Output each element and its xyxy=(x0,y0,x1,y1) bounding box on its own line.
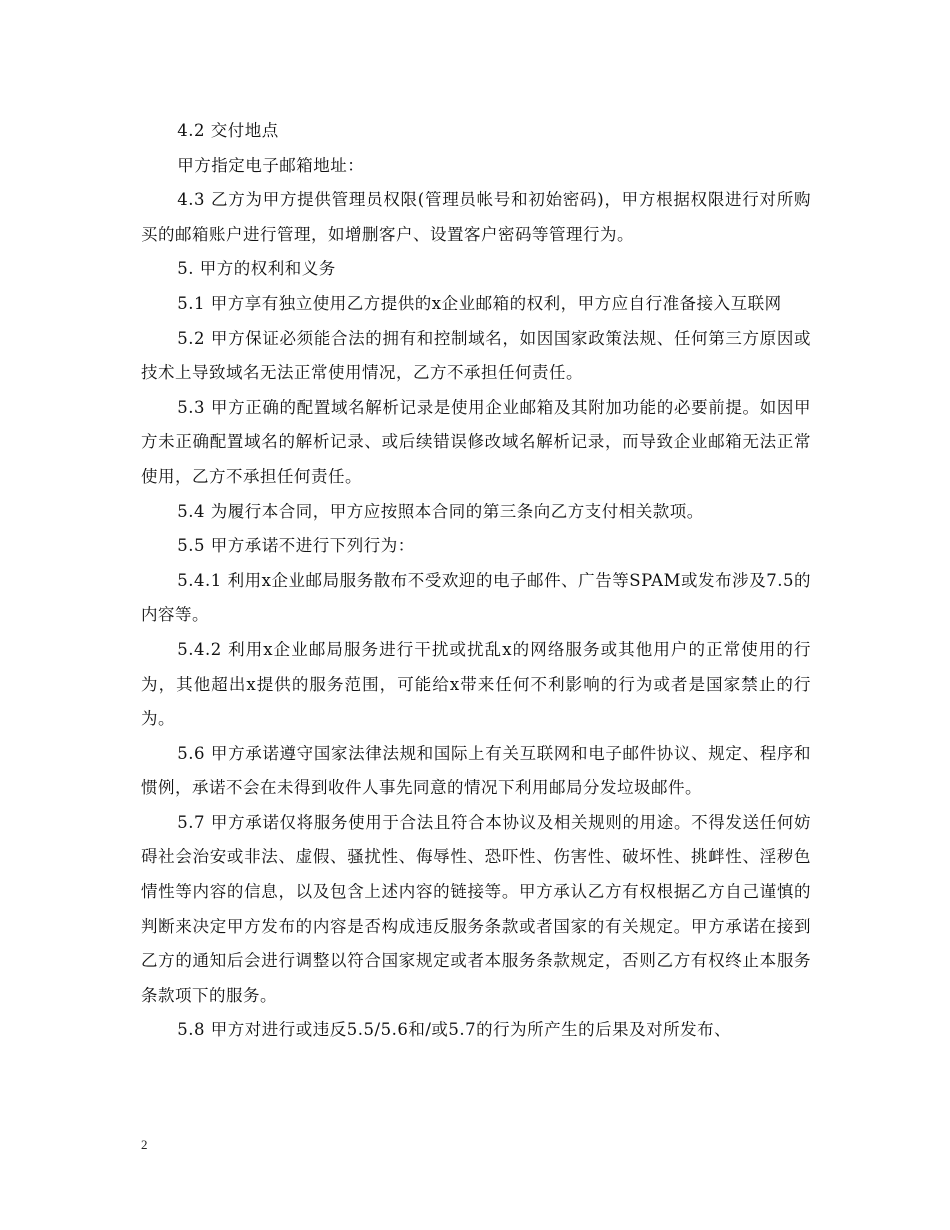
clause-5-6: 5.6 甲方承诺遵守国家法律法规和国际上有关互联网和电子邮件协议、规定、程序和惯例，承诺不会在未得到收件人事先同意的情况下利用邮局分发垃圾邮件。 xyxy=(141,743,811,798)
section-4-2-heading: 4.2 交付地点 xyxy=(177,121,279,140)
clause-5-8: 5.8 甲方对进行或违反5.5/5.6和/或5.7的行为所产生的后果及对所发布、 xyxy=(177,1020,732,1040)
clause-5-4-1: 5.4.1 利用x企业邮局服务散布不受欢迎的电子邮件、广告等SPAM或发布涉及7.5的内容等。 xyxy=(141,570,811,625)
clause-5-4: 5.4 为履行本合同，甲方应按照本合同的第三条向乙方支付相关款项。 xyxy=(177,501,704,521)
clause-4-3: 4.3 乙方为甲方提供管理员权限(管理员帐号和初始密码)，甲方根据权限进行对所购买的邮箱账户进行管理，如增删客户、设置客户密码等管理行为。 xyxy=(141,190,811,244)
section-5-heading: 5. 甲方的权利和义务 xyxy=(177,259,336,279)
clause-5-1: 5.1 甲方享有独立使用乙方提供的x企业邮箱的权利，甲方应自行准备接入互联网 xyxy=(177,293,782,313)
clause-5-4-2: 5.4.2 利用x企业邮局服务进行干扰或扰乱x的网络服务或其他用户的正常使用的行为，其他超出x提供的服务范围，可能给x带来任何不利影响的行为或者是国家禁止的行为。 xyxy=(141,639,811,729)
clause-5-2: 5.2 甲方保证必须能合法的拥有和控制域名，如因国家政策法规、任何第三方原因或技术上导致域名无法正常使用情况，乙方不承担任何责任。 xyxy=(141,328,811,383)
clause-5-5: 5.5 甲方承诺不进行下列行为： xyxy=(177,536,415,556)
clause-5-3: 5.3 甲方正确的配置域名解析记录是使用企业邮箱及其附加功能的必要前提。如因甲方未正确配置域名的解析记录、或后续错误修改域名解析记录，而导致企业邮箱无法正常使用，乙方不承担任何责任。 xyxy=(141,397,811,486)
designated-email-line: 甲方指定电子邮箱地址： xyxy=(177,155,365,175)
page-number: 2 xyxy=(141,1137,148,1152)
clause-5-7: 5.7 甲方承诺仅将服务使用于合法且符合本协议及相关规则的用途。不得发送任何妨碍社会治安或非法、虚假、骚扰性、侮辱性、恐吓性、伤害性、破坏性、挑衅性、淫秽色情性等内容的信息，以及包含上述内容的链接等。甲方承认乙方有权根据乙方自己谨慎的判断来决定甲方发布的内容是否构成违反服务条款或者国家的有关规定。甲方承诺在接到乙方的通知后会进行调整以符合国家规定或者本服务条款规定，否则乙方有权终止本服务条款项下的服务。 xyxy=(141,812,811,1005)
document-body xyxy=(141,114,811,1048)
